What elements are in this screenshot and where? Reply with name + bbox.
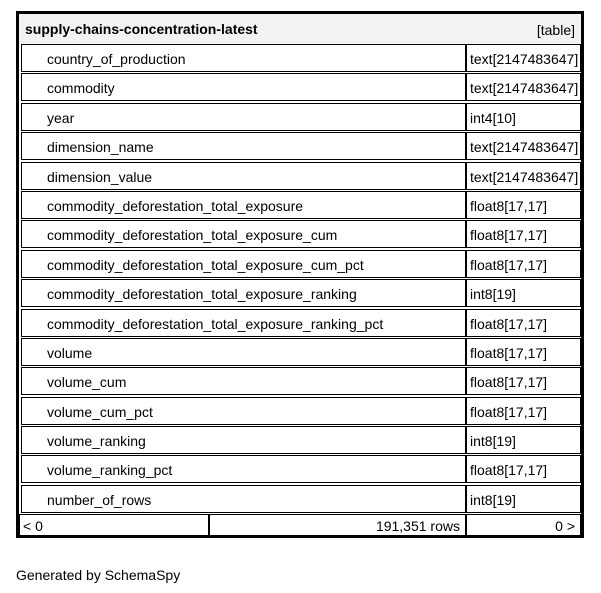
column-row	[19, 426, 581, 455]
column-type: float8[17,17]	[470, 197, 548, 214]
column-name: country_of_production	[47, 51, 186, 67]
column-list	[19, 44, 581, 514]
column-row	[19, 367, 581, 396]
column-type: int8[19]	[470, 491, 516, 508]
column-name: commodity	[47, 80, 115, 97]
column-name: volume_cum_pct	[47, 403, 153, 420]
column-type: text[2147483647]	[470, 168, 579, 185]
row-count-cell	[209, 514, 466, 537]
table-node	[16, 11, 584, 538]
column-name: year	[47, 109, 75, 126]
column-type: float8[17,17]	[470, 374, 548, 391]
column-name: commodity_deforestation_total_exposure	[47, 197, 304, 214]
column-type: float8[17,17]	[470, 403, 548, 420]
column-type: int8[19]	[470, 433, 516, 450]
generated-by-text: Generated by SchemaSpy	[16, 567, 181, 583]
column-type: text[2147483647]	[470, 51, 579, 67]
column-name: commodity_deforestation_total_exposure_cum_pct	[47, 256, 364, 273]
column-row	[19, 455, 581, 484]
column-name: commodity_deforestation_total_exposure_ranking	[47, 286, 357, 303]
column-row	[19, 132, 581, 161]
column-row	[19, 485, 581, 514]
column-row	[19, 397, 581, 426]
column-type: float8[17,17]	[470, 344, 548, 361]
parents-link[interactable]	[19, 514, 209, 537]
column-type: text[2147483647]	[470, 139, 579, 156]
column-name: commodity_deforestation_total_exposure_ranking_pct	[47, 315, 384, 332]
column-type: text[2147483647]	[470, 80, 579, 97]
column-row	[19, 279, 581, 308]
table-header	[19, 14, 581, 44]
column-name: dimension_name	[47, 139, 154, 156]
column-row	[19, 338, 581, 367]
column-row	[19, 103, 581, 132]
row-count: 191,351 rows	[375, 518, 460, 534]
column-type: int8[19]	[470, 286, 516, 303]
children-count: 0 >	[555, 518, 575, 534]
column-name: commodity_deforestation_total_exposure_cum	[47, 227, 338, 244]
parents-count: < 0	[23, 518, 43, 534]
column-row	[19, 250, 581, 279]
column-name: volume	[47, 344, 93, 361]
column-row	[19, 191, 581, 220]
column-row	[19, 309, 581, 338]
column-name: dimension_value	[47, 168, 153, 185]
table-name: supply-chains-concentration-latest	[25, 21, 258, 37]
column-row	[19, 162, 581, 191]
table-kind-label: [table]	[536, 22, 575, 38]
column-type: float8[17,17]	[470, 315, 548, 332]
column-type: float8[17,17]	[470, 256, 548, 273]
children-link[interactable]	[466, 514, 581, 537]
column-row	[19, 220, 581, 249]
column-name: volume_cum	[47, 374, 127, 391]
column-row	[19, 73, 581, 102]
column-type: int4[10]	[470, 109, 516, 126]
column-type: float8[17,17]	[470, 462, 548, 479]
column-type: float8[17,17]	[470, 227, 548, 244]
column-name: number_of_rows	[47, 491, 152, 508]
column-name: volume_ranking	[47, 433, 146, 450]
column-row	[19, 44, 581, 73]
table-footer	[19, 514, 581, 538]
column-name: volume_ranking_pct	[47, 462, 173, 479]
